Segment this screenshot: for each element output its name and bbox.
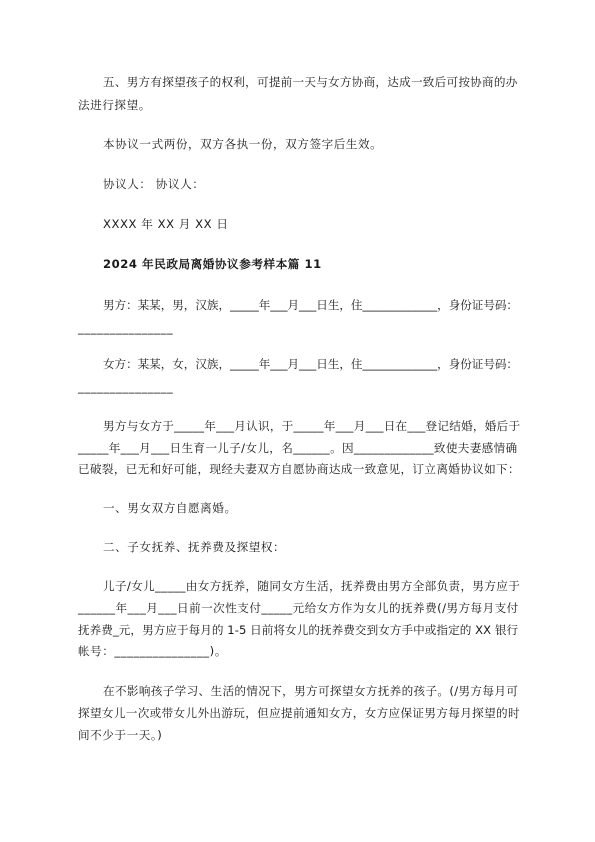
- paragraph-line: 法进行探望。: [78, 98, 151, 112]
- paragraph-line: 在不影响孩子学习、生活的情况下，男方可探望女方抚养的孩子。(/男方每月可: [103, 684, 519, 698]
- paragraph-line: 本协议一式两份，双方各执一份，双方签字后生效。: [103, 137, 383, 151]
- signature-line: 协议人： 协议人：: [103, 177, 205, 191]
- paragraph-line: 一、男女双方自愿离婚。: [103, 501, 237, 515]
- paragraph-line: 间不少于一天。): [78, 728, 163, 742]
- paragraph-line: 男方与女方于_____年___月认识，于_____年___月___日在___登记结婚，婚后于: [103, 419, 521, 433]
- paragraph-line: 女方：某某，女，汉族，_____年___月___日生，住_____________，身份证号码：: [103, 357, 518, 371]
- paragraph-line: _______________: [78, 321, 174, 335]
- paragraph-line: 五、男方有探望孩子的权利，可提前一天与女方协商，达成一致后可按协商的办: [103, 75, 518, 89]
- paragraph-line: ______年___月___日前一次性支付_____元给女方作为女儿的抚养费(/男方每月支付: [78, 601, 519, 615]
- paragraph-line: _______________: [78, 380, 174, 394]
- paragraph-line: 帐号：_______________)。: [78, 644, 227, 658]
- paragraph-line: 男方：某某，男，汉族，_____年___月___日生，住_____________，身份证号码：: [103, 298, 518, 312]
- paragraph-line: 已破裂，已无和好可能，现经夫妻双方自愿协商达成一致意见，订立离婚协议如下：: [78, 462, 520, 476]
- date-line: XXXX 年 XX 月 XX 日: [103, 217, 229, 231]
- section-heading: 2024 年民政局离婚协议参考样本篇 11: [103, 257, 322, 271]
- paragraph-line: 探望女儿一次或带女儿外出游玩，但应提前通知女方，女方应保证男方每月探望的时: [78, 706, 520, 720]
- paragraph-line: 二、子女抚养、抚养费及探望权：: [103, 540, 286, 554]
- paragraph-line: 抚养费_元，男方应于每月的 1-5 日前将女儿的抚养费交到女方手中或指定的 XX 银行: [78, 623, 519, 637]
- paragraph-line: 儿子/女儿_____由女方抚养，随同女方生活，抚养费由男方全部负责，男方应于: [103, 579, 521, 593]
- paragraph-line: _____年___月___日生育一儿子/女儿，名______。因_____________致使夫妻感情确: [78, 441, 518, 455]
